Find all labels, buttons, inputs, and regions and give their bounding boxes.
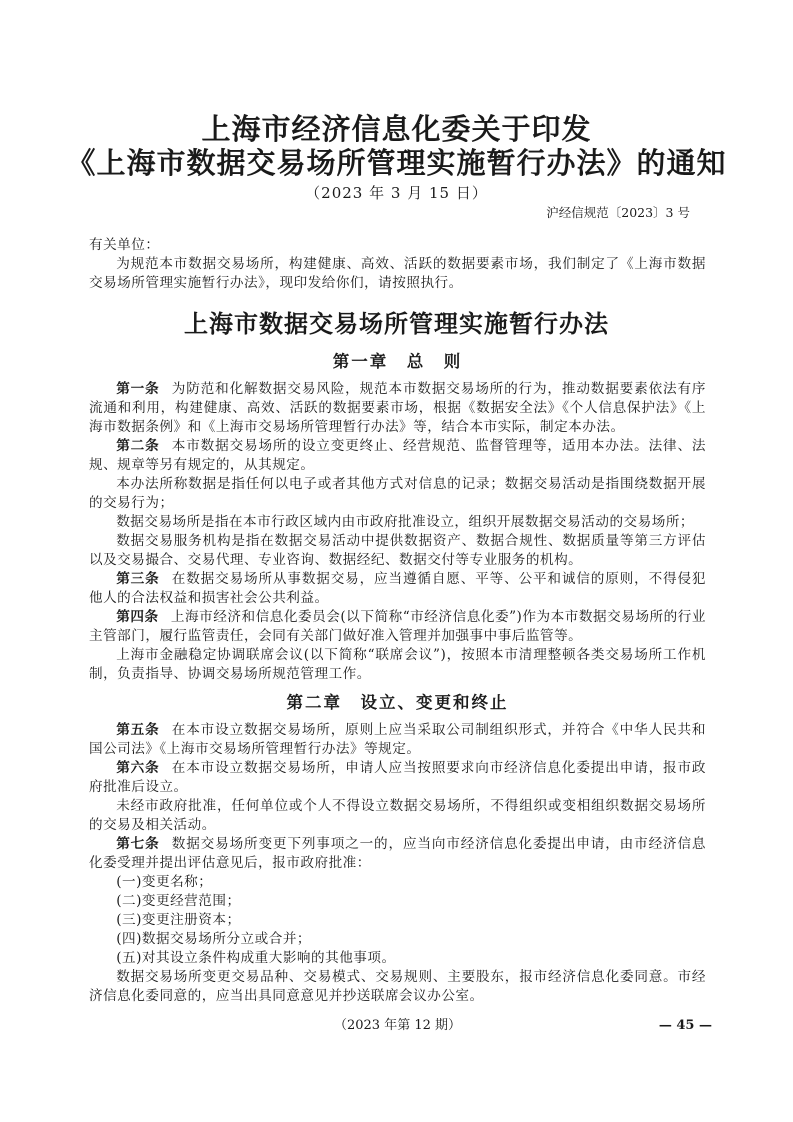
notice-body — [89, 236, 706, 293]
article-paragraph — [89, 721, 706, 759]
notice-title-line1: 上海市经济信息化委关于印发 — [201, 112, 592, 146]
page-number: — 45 — — [658, 1018, 712, 1033]
article-text: (五)对其设立条件构成重大影响的其他事项。 — [116, 950, 396, 966]
article-text: 数据交易服务机构是指在数据交易活动中提供数据资产、数据合规性、数据质量等第三方评估以及交易撮合、交易代理、专业咨询、数据经纪、数据交付等专业服务的机构。 — [89, 533, 706, 568]
article-text: (三)变更注册资本； — [116, 912, 241, 928]
chapter-2-heading: 第二章 设立、变更和终止 — [286, 693, 509, 712]
article-label: 第二条 — [116, 438, 160, 454]
article-label: 第三条 — [116, 571, 160, 587]
article-label: 第七条 — [116, 836, 160, 852]
salutation: 有关单位： — [89, 237, 160, 253]
article-paragraph — [89, 532, 706, 570]
notice-paragraph: 为规范本市数据交易场所，构建健康、高效、活跃的数据要素市场，我们制定了《上海市数据交易场所管理实施暂行办法》，现印发给你们，请按照执行。 — [89, 256, 706, 291]
chapter-1-paragraphs — [89, 380, 706, 684]
article-text: (二)变更经营范围； — [116, 893, 241, 909]
chapter-2-paragraphs — [89, 721, 706, 1006]
article-text: 上海市金融稳定协调联席会议(以下简称“联席会议”)，按照本市清理整顿各类交易场所工作机制，负责指导、协调交易场所规范管理工作。 — [89, 647, 706, 682]
article-text: 本办法所称数据是指任何以电子或者其他方式对信息的记录；数据交易活动是指围绕数据开展的交易行为； — [89, 476, 706, 511]
regulation-body — [89, 351, 706, 1006]
page-footer — [89, 1016, 712, 1036]
notice-date: （2023 年 3 月 15 日） — [305, 184, 488, 202]
article-paragraph — [89, 797, 706, 835]
article-text: 在本市设立数据交易场所，申请人应当按照要求向市经济信息化委提出申请，报市政府批准后设立。 — [89, 760, 707, 795]
article-paragraph — [89, 930, 706, 949]
article-paragraph — [89, 475, 706, 513]
article-label: 第一条 — [116, 381, 160, 397]
article-paragraph — [89, 646, 706, 684]
article-text: 数据交易场所变更交易品种、交易模式、交易规则、主要股东，报市经济信息化委同意。市经济信息化委同意的，应当出具同意意见并抄送联席会议办公室。 — [89, 969, 706, 1004]
article-paragraph — [89, 513, 706, 532]
article-text: 在数据交易场所从事数据交易，应当遵循自愿、平等、公平和诚信的原则，不得侵犯他人的合法权益和损害社会公共利益。 — [89, 571, 707, 606]
article-text: 本市数据交易场所的设立变更终止、经营规范、监督管理等，适用本办法。法律、法规、规章等另有规定的，从其规定。 — [89, 438, 707, 473]
article-paragraph — [89, 873, 706, 892]
article-paragraph — [89, 608, 706, 646]
issue-number: （2023 年第 12 期） — [333, 1018, 462, 1033]
article-text: (四)数据交易场所分立或合并； — [116, 931, 312, 947]
article-text: 上海市经济和信息化委员会(以下简称“市经济信息化委”)作为本市数据交易场所的行业主管部门，履行监管责任，会同有关部门做好准入管理并加强事中事后监管等。 — [89, 609, 706, 644]
article-paragraph — [89, 570, 706, 608]
article-label: 第四条 — [116, 609, 159, 625]
article-paragraph — [89, 911, 706, 930]
article-text: (一)变更名称； — [116, 874, 213, 890]
article-paragraph — [89, 380, 706, 437]
article-text: 在本市设立数据交易场所，原则上应当采取公司制组织形式，并符合《中华人民共和国公司法》《上海市交易场所管理暂行办法》等规定。 — [89, 722, 707, 757]
article-paragraph — [89, 835, 706, 873]
article-text: 为防范和化解数据交易风险，规范本市数据交易场所的行为，推动数据要素依法有序流通和利用，构建健康、高效、活跃的数据要素市场，根据《数据安全法》《个人信息保护法》《上海市数据条例》和《上海市交易场所管理暂行办法》等，结合本市实际，制定本办法。 — [89, 381, 707, 435]
article-label: 第五条 — [116, 722, 160, 738]
article-paragraph — [89, 949, 706, 968]
article-text: 数据交易场所是指在本市行政区域内由市政府批准设立，组织开展数据交易活动的交易场所； — [116, 514, 695, 530]
notice-title-line2: 《上海市数据交易场所管理实施暂行办法》的通知 — [66, 146, 727, 180]
doc-number: 沪经信规范〔2023〕3 号 — [546, 205, 690, 220]
article-text: 未经市政府批准，任何单位或个人不得设立数据交易场所，不得组织或变相组织数据交易场所的交易及相关活动。 — [89, 798, 706, 833]
article-paragraph — [89, 892, 706, 911]
article-paragraph — [89, 437, 706, 475]
article-label: 第六条 — [116, 760, 160, 776]
regulation-title: 上海市数据交易场所管理实施暂行办法 — [184, 309, 609, 338]
article-paragraph — [89, 759, 706, 797]
article-text: 数据交易场所变更下列事项之一的，应当向市经济信息化委提出申请，由市经济信息化委受理并提出评估意见后，报市政府批准： — [89, 836, 707, 871]
chapter-1-heading: 第一章 总 则 — [332, 352, 463, 371]
article-paragraph — [89, 968, 706, 1006]
